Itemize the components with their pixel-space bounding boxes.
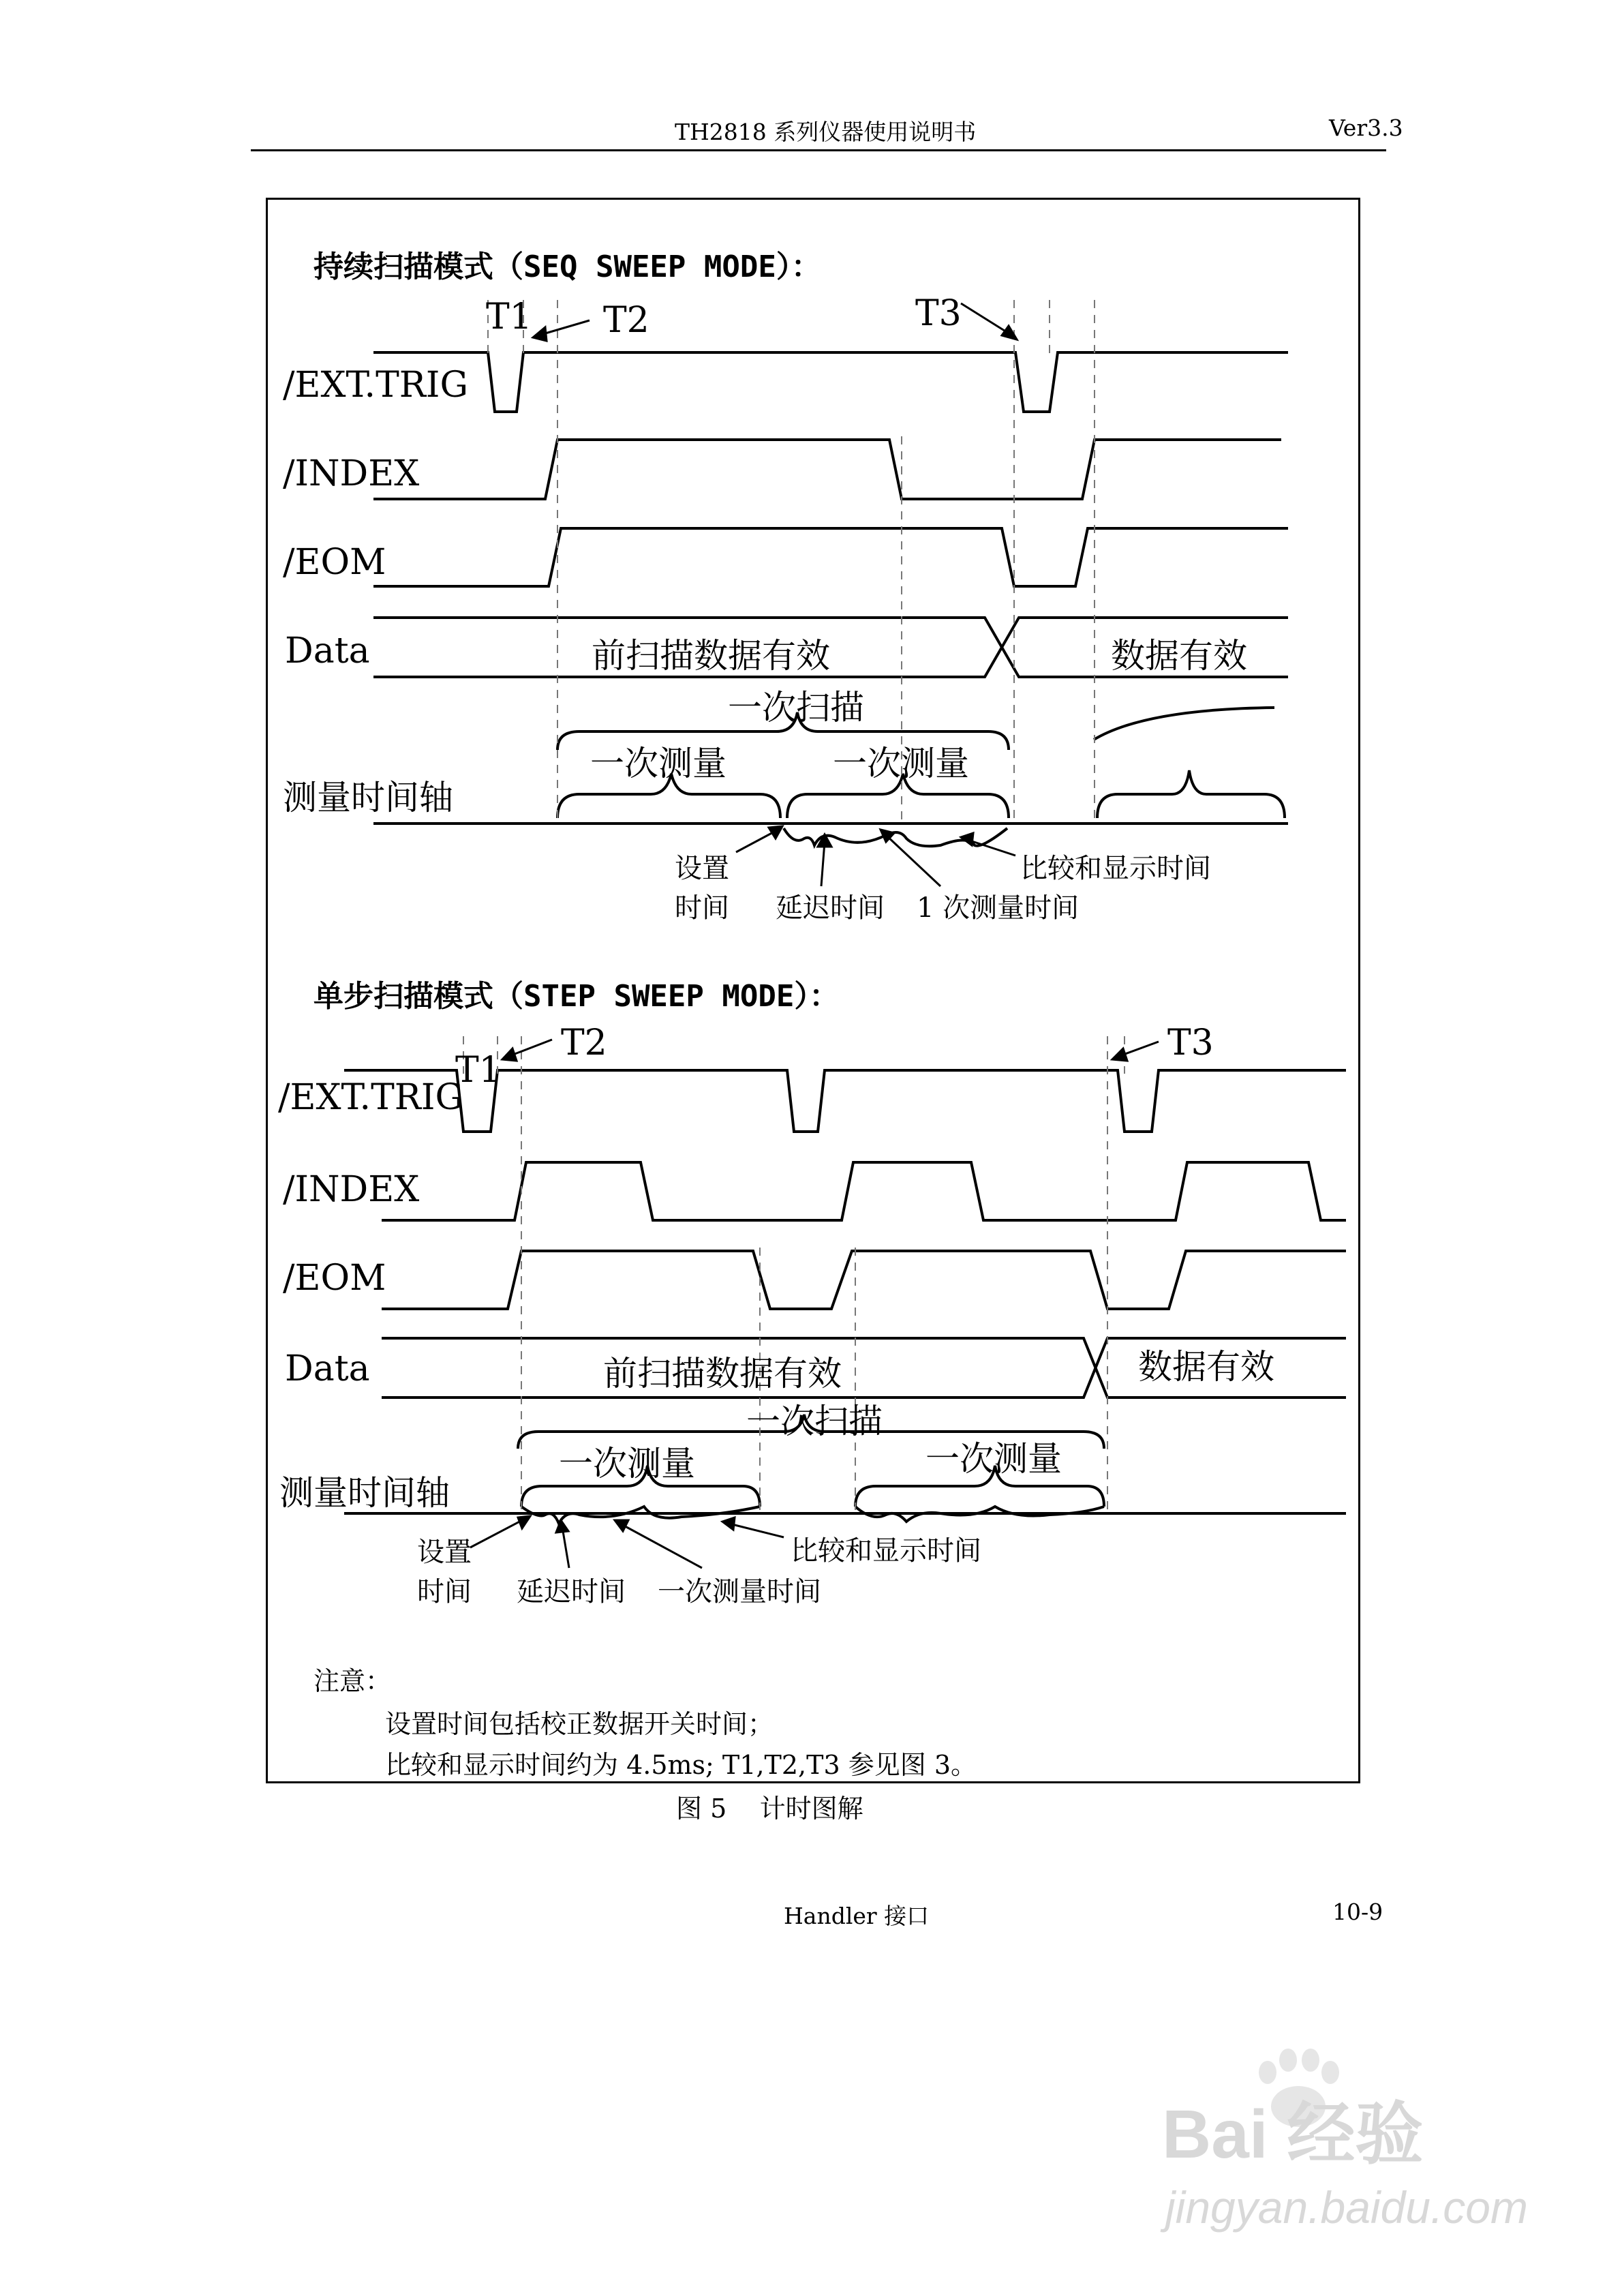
seq-signal-ext-trig: /EXT.TRIG	[283, 365, 468, 406]
notes-line-2: 比较和显示时间约为 4.5ms; T1,T2,T3 参见图 3。	[385, 1750, 977, 1780]
step-one-sweep-label: 一次扫描	[746, 1402, 883, 1441]
step-t3-label: T3	[1167, 1023, 1214, 1063]
seq-signal-data: Data	[285, 631, 370, 671]
seq-t2-label: T2	[603, 300, 649, 341]
notes-line-1: 设置时间包括校正数据开关时间；	[385, 1709, 774, 1739]
seq-one-meas-2: 一次测量	[833, 744, 969, 783]
seq-data-prev-label: 前扫描数据有效	[592, 636, 830, 676]
seq-meas-time-label: 1 次测量时间	[917, 892, 1080, 924]
step-meas-time-label: 一次测量时间	[658, 1576, 821, 1607]
step-sub-braces	[521, 1507, 1104, 1524]
seq-setup-label-2: 时间	[675, 892, 729, 924]
step-t1-label: T1	[455, 1050, 502, 1091]
seq-section-title: 持续扫描模式（SEQ SWEEP MODE）：	[313, 250, 821, 284]
seq-trig-wave	[373, 352, 1288, 412]
step-data-valid-label: 数据有效	[1138, 1347, 1274, 1387]
seq-delay-label: 延迟时间	[776, 892, 885, 924]
figure-caption: 图 5 计时图解	[676, 1794, 863, 1824]
step-signal-data: Data	[285, 1348, 370, 1389]
seq-data-valid-label: 数据有效	[1111, 636, 1247, 676]
step-delay-label: 延迟时间	[517, 1576, 626, 1607]
seq-setup-label-1: 设置	[675, 853, 729, 884]
notes-heading: 注意：	[313, 1666, 392, 1696]
header-version: Ver3.3	[1329, 115, 1403, 141]
step-section-title: 单步扫描模式（STEP SWEEP MODE）：	[313, 979, 840, 1014]
step-one-meas-2: 一次测量	[925, 1439, 1062, 1479]
step-signal-eom: /EOM	[283, 1258, 386, 1299]
seq-one-sweep-label: 一次扫描	[728, 688, 864, 727]
footer-section: Handler 接口	[784, 1903, 930, 1929]
header-title: TH2818 系列仪器使用说明书	[675, 119, 977, 145]
seq-compare-label: 比较和显示时间	[1020, 853, 1211, 884]
footer-page-number: 10-9	[1332, 1899, 1383, 1925]
seq-one-meas-1: 一次测量	[590, 744, 726, 783]
step-signal-index: /INDEX	[283, 1169, 420, 1210]
seq-t1-label: T1	[486, 297, 532, 337]
seq-eom-wave	[373, 528, 1288, 586]
step-eom-wave	[382, 1251, 1346, 1309]
watermark-url: jingyan.baidu.com	[1165, 2182, 1528, 2233]
seq-signal-index: /INDEX	[283, 453, 420, 494]
seq-timeline-label: 测量时间轴	[283, 778, 453, 817]
step-setup-label-2: 时间	[417, 1576, 472, 1607]
seq-t3-label: T3	[915, 293, 962, 334]
step-setup-label-1: 设置	[417, 1537, 472, 1568]
step-timeline-label: 测量时间轴	[279, 1473, 450, 1513]
seq-next-brace	[1097, 770, 1285, 818]
seq-signal-eom: /EOM	[283, 542, 386, 583]
step-data-prev-label: 前扫描数据有效	[603, 1354, 842, 1393]
step-compare-label: 比较和显示时间	[791, 1535, 981, 1567]
step-t2-label: T2	[561, 1023, 607, 1063]
watermark-brand: Bai 经验	[1162, 2096, 1424, 2173]
seq-index-wave	[373, 440, 1281, 499]
step-signal-ext-trig: /EXT.TRIG	[278, 1077, 463, 1118]
step-index-wave	[382, 1162, 1346, 1220]
step-one-meas-1: 一次测量	[559, 1444, 695, 1483]
seq-rise-curve	[1094, 708, 1274, 740]
